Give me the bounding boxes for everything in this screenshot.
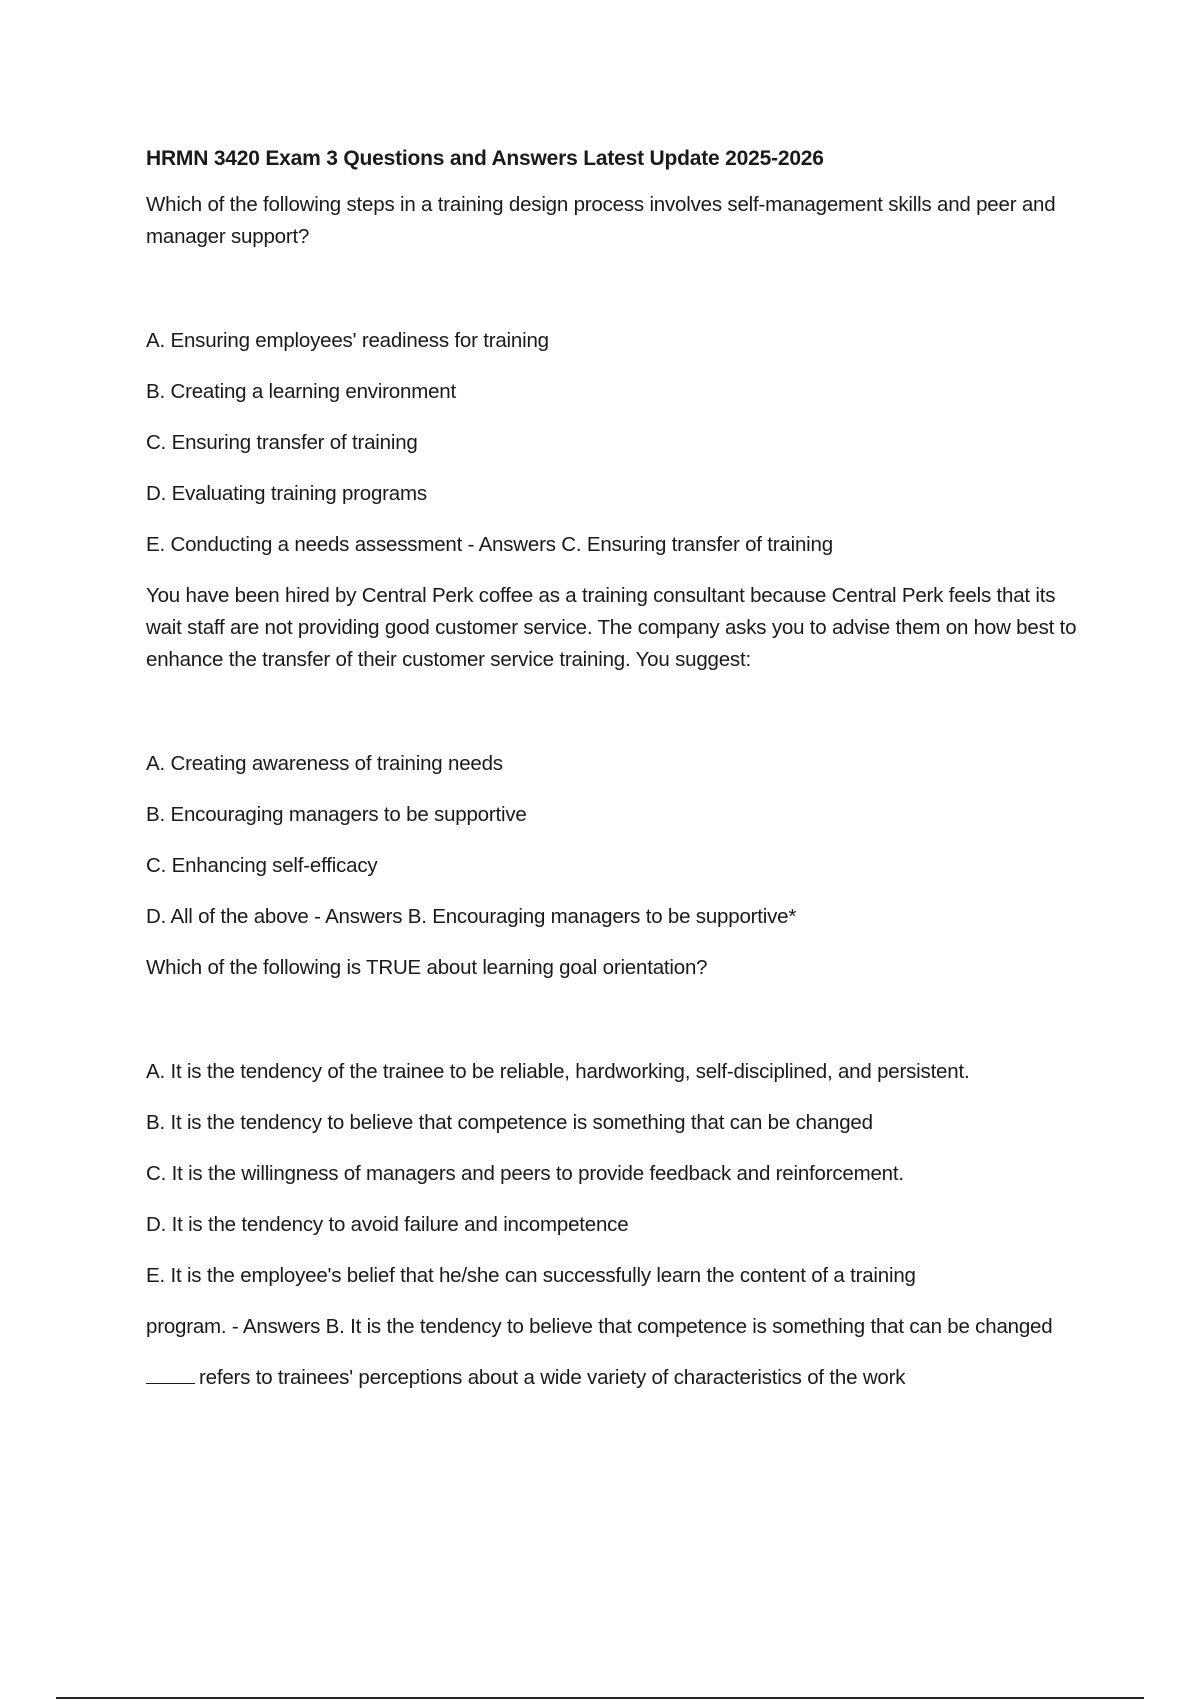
question-3-answer: program. - Answers B. It is the tendency to believe that competence is something that can be changed	[146, 1315, 1053, 1338]
question-3-option-b: B. It is the tendency to believe that competence is something that can be changed	[146, 1111, 873, 1134]
question-2-option-d-answer: D. All of the above - Answers B. Encouraging managers to be supportive*	[146, 905, 797, 928]
question-3-option-e: E. It is the employee's belief that he/she can successfully learn the content of a training	[146, 1264, 916, 1287]
question-3-option-d: D. It is the tendency to avoid failure and incompetence	[146, 1213, 629, 1236]
question-4-text: refers to trainees' perceptions about a wide variety of characteristics of the work	[199, 1366, 906, 1389]
question-2-stem: You have been hired by Central Perk coffee as a training consultant because Central Perk feels that its wait staff are not providing good customer service. The company asks you to advise them on how best to enhance the transfer of their customer service training. You suggest:	[146, 584, 1077, 671]
question-3-option-c: C. It is the willingness of managers and peers to provide feedback and reinforcement.	[146, 1162, 904, 1185]
question-1-option-a: A. Ensuring employees' readiness for training	[146, 329, 549, 352]
question-1-option-d: D. Evaluating training programs	[146, 482, 427, 505]
document-body	[146, 144, 1086, 1394]
page-bottom-rule	[56, 1697, 1144, 1699]
question-1-stem: Which of the following steps in a training design process involves self-management skills and peer and manager support?	[146, 193, 1056, 248]
question-2-option-b: B. Encouraging managers to be supportive	[146, 803, 527, 826]
question-1-option-c: C. Ensuring transfer of training	[146, 431, 418, 454]
question-1-option-b: B. Creating a learning environment	[146, 380, 456, 403]
question-1-option-e-answer: E. Conducting a needs assessment - Answers C. Ensuring transfer of training	[146, 533, 833, 556]
question-2-option-c: C. Enhancing self-efficacy	[146, 854, 378, 877]
question-2-option-a: A. Creating awareness of training needs	[146, 752, 503, 775]
question-3-stem: Which of the following is TRUE about learning goal orientation?	[146, 956, 708, 979]
document-title: HRMN 3420 Exam 3 Questions and Answers Latest Update 2025-2026	[146, 147, 824, 170]
question-3-option-a: A. It is the tendency of the trainee to be reliable, hardworking, self-disciplined, and persistent.	[146, 1060, 970, 1083]
fill-in-blank	[146, 1363, 195, 1384]
question-4-stem	[146, 1362, 1086, 1394]
